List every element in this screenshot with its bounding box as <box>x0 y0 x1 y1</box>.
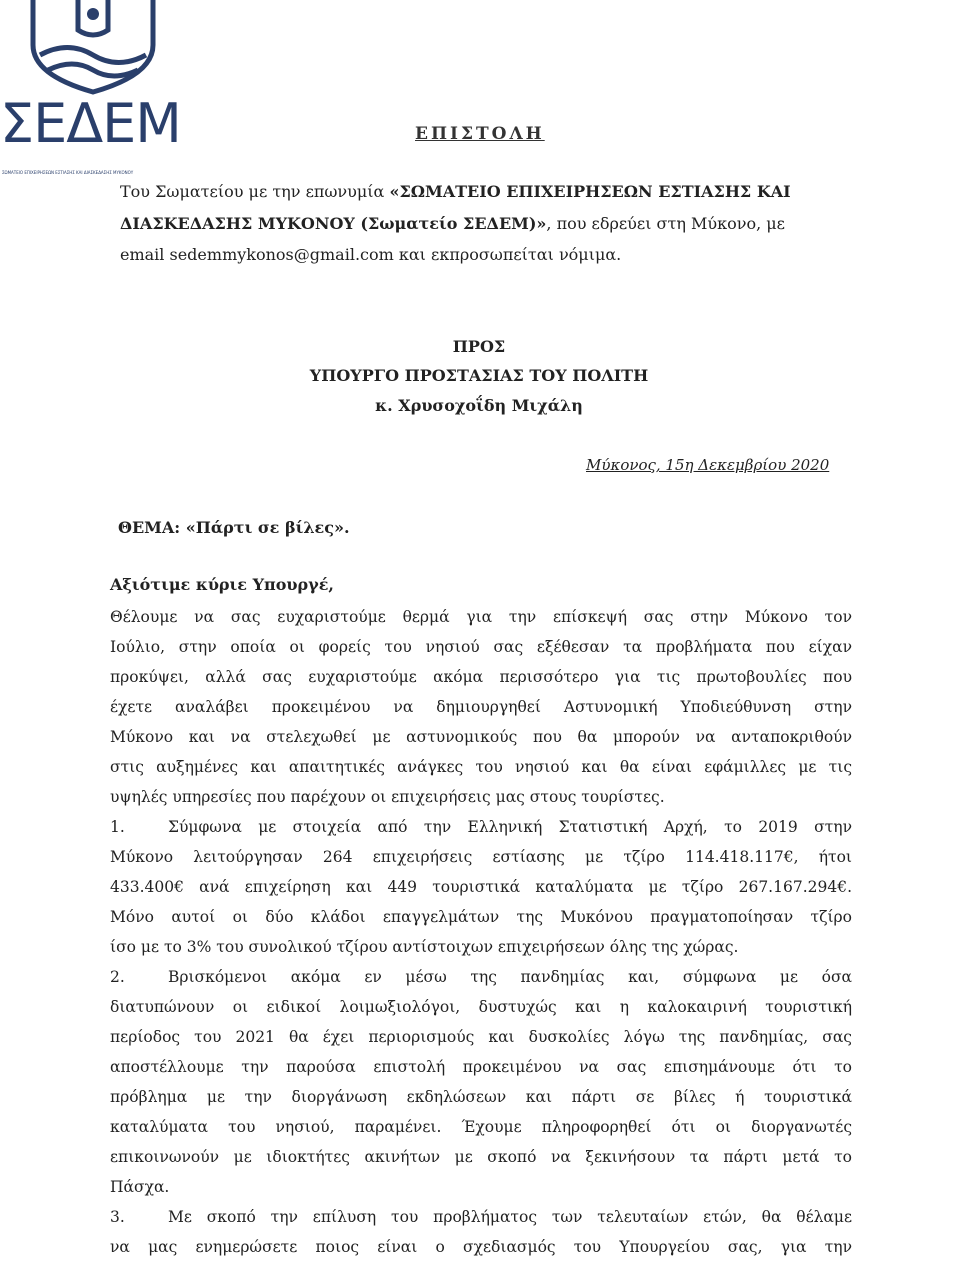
recipient-name: κ. Χρυσοχοΐδη Μιχάλη <box>375 396 583 415</box>
point-2-line: πρόβλημα με την διοργάνωση εκδηλώσεων και πάρτι σε βίλες ή τουριστικά <box>110 1088 852 1106</box>
point-1-line: Μόνο αυτοί οι δύο κλάδοι επαγγελμάτων της Μυκόνου πραγματοποίησαν τζίρο <box>110 908 852 926</box>
logo-wordmark: ΣΕΔΕΜ <box>0 92 181 155</box>
point-2-line: επικοινωνούν με ιδιοκτήτες ακινήτων με σκοπό να ξεκινήσουν τα πάρτι μετά το <box>110 1148 852 1166</box>
point-2-line <box>110 968 852 986</box>
point-text: Βρισκόμενοι ακόμα εν μέσω της πανδημίας και, σύμφωνα με όσα <box>168 968 852 986</box>
point-1-line: Μύκονο λειτούργησαν 264 επιχειρήσεις εστίασης με τζίρο 114.418.117€, ήτοι <box>110 848 852 866</box>
letter-date: Μύκονος, 15η Δεκεμβρίου 2020 <box>586 456 830 474</box>
letter-subject: ΘΕΜΑ: «Πάρτι σε βίλες». <box>118 518 350 537</box>
body-line: Μύκονο και να στελεχωθεί με αστυνομικούς που θα μπορούν να ανταποκριθούν <box>110 728 852 746</box>
point-number: 3. <box>110 1208 125 1226</box>
body-line: Ιούλιο, στην οποία οι φορείς του νησιού σας εξέθεσαν τα προβλήματα που είχαν <box>110 638 852 656</box>
point-2-line: διατυπώνουν οι ειδικοί λοιμωξιολόγοι, δυστυχώς και η καλοκαιρινή τουριστική <box>110 998 852 1016</box>
intro-line-3: email sedemmykonos@gmail.com και εκπροσωπείται νόμιμα. <box>120 245 622 264</box>
point-1-line <box>110 818 852 836</box>
intro-line-2 <box>120 214 860 233</box>
intro-line-1 <box>120 182 860 201</box>
body-line: προκύψει, αλλά σας ευχαριστούμε ακόμα περισσότερο για τις πρωτοβουλίες που <box>110 668 852 686</box>
logo-emblem-icon <box>18 0 168 95</box>
point-2-line: περίοδος του 2021 θα έχει περιορισμούς και δυσκολίες λόγω της πανδημίας, σας <box>110 1028 852 1046</box>
point-2-line: καταλύματα του νησιού, παραμένει. Έχουμε πληροφορηθεί ότι οι διοργανωτές <box>110 1118 852 1136</box>
point-2-line: Πάσχα. <box>110 1178 170 1196</box>
intro-org-name-2: ΔΙΑΣΚΕΔΑΣΗΣ ΜΥΚΟΝΟΥ (Σωματείο ΣΕΔΕΜ)» <box>120 214 547 233</box>
point-1-line: 433.400€ ανά επιχείρηση και 449 τουριστικά καταλύματα με τζίρο 267.167.294€. <box>110 878 852 896</box>
point-2-line: αποστέλλουμε την παρούσα επιστολή προκειμένου να σας επισημάνουμε ότι το <box>110 1058 852 1076</box>
point-number: 2. <box>110 968 125 986</box>
body-line: Θέλουμε να σας ευχαριστούμε θερμά για την επίσκεψή σας στην Μύκονο τον <box>110 608 852 626</box>
point-3-line <box>110 1208 852 1226</box>
point-1-line: ίσο με το 3% του συνολικού τζίρου αντίστοιχων επιχειρήσεων όλης της χώρας. <box>110 938 739 956</box>
point-number: 1. <box>110 818 125 836</box>
letter-title: ΕΠΙΣΤΟΛΗ <box>415 124 545 144</box>
body-line: στις αυξημένες και απαιτητικές ανάγκες του νησιού και θα είναι εφάμιλλες με τις <box>110 758 852 776</box>
letter-salutation: Αξιότιμε κύριε Υπουργέ, <box>110 575 334 594</box>
point-text: Σύμφωνα με στοιχεία από την Ελληνική Στατιστική Αρχή, το 2019 στην <box>168 818 852 836</box>
recipient-ministry: ΥΠΟΥΡΓΟ ΠΡΟΣΤΑΣΙΑΣ ΤΟΥ ΠΟΛΙΤΗ <box>309 366 649 385</box>
point-3-line: να μας ενημερώσετε ποιος είναι ο σχεδιασμός του Υπουργείου σας, για την <box>110 1238 852 1256</box>
body-line: έχετε αναλάβει προκειμένου να δημιουργηθεί Αστυνομική Υποδιεύθυνση στην <box>110 698 852 716</box>
intro-org-name-1: «ΣΩΜΑΤΕΙΟ ΕΠΙΧΕΙΡΗΣΕΩΝ ΕΣΤΙΑΣΗΣ ΚΑΙ <box>389 182 791 201</box>
point-text: Με σκοπό την επίλυση του προβλήματος των τελευταίων ετών, θα θέλαμε <box>168 1208 852 1226</box>
recipient-to: ΠΡΟΣ <box>452 337 506 356</box>
intro-line-2-text: , που εδρεύει στη Μύκονο, με <box>546 214 785 233</box>
logo-subtitle: ΣΩΜΑΤΕΙΟ ΕΠΙΧΕΙΡΗΣΕΩΝ ΕΣΤΙΑΣΗΣ ΚΑΙ ΔΙΑΣΚΕΔΑΣΗΣ ΜΥΚΟΝΟΥ <box>2 170 134 175</box>
body-line: υψηλές υπηρεσίες που παρέχουν οι επιχειρήσεις μας στους τουρίστες. <box>110 788 665 806</box>
organization-logo <box>0 0 210 185</box>
intro-line-1-text: Του Σωματείου με την επωνυμία <box>120 182 390 201</box>
